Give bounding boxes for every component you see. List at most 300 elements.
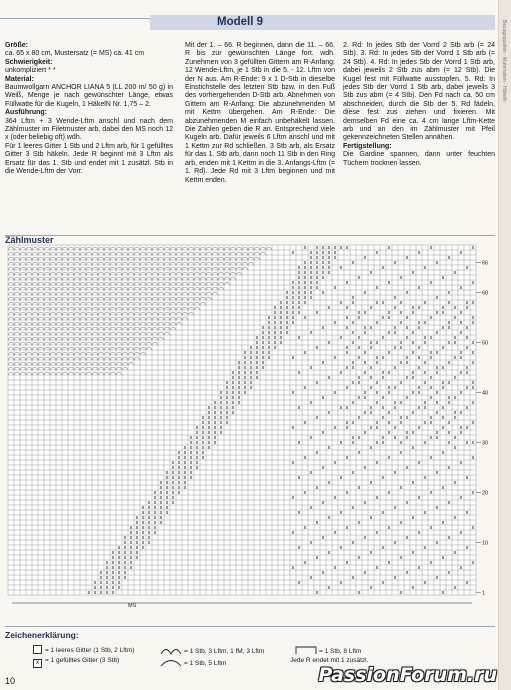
filled-cell-mark: x	[447, 320, 451, 327]
filled-cell-mark: x	[183, 480, 187, 487]
filled-cell-mark: x	[465, 365, 469, 372]
filled-cell-mark: x	[309, 290, 313, 297]
filled-cell-mark: x	[171, 470, 175, 477]
filled-cell-mark: x	[195, 465, 199, 472]
filled-cell-mark: x	[447, 440, 451, 447]
filled-cell-mark: x	[99, 590, 103, 597]
filled-cell-mark: x	[213, 410, 217, 417]
filled-cell-mark: x	[279, 340, 283, 347]
filled-cell-mark: x	[393, 330, 397, 337]
filled-cell-mark: x	[399, 300, 403, 307]
filled-cell-mark: x	[459, 350, 463, 357]
filled-cell-mark: x	[405, 435, 409, 442]
filled-cell-mark: x	[315, 275, 319, 282]
filled-cell-mark: x	[291, 460, 295, 467]
filled-cell-mark: x	[429, 375, 433, 382]
filled-cell-mark: x	[279, 325, 283, 332]
filled-cell-mark: x	[315, 485, 319, 492]
filled-cell-mark: x	[411, 370, 415, 377]
filled-cell-mark: x	[459, 370, 463, 377]
filled-cell-mark: x	[177, 480, 181, 487]
filled-cell-mark: x	[105, 580, 109, 587]
filled-cell-mark: x	[411, 585, 415, 592]
filled-cell-mark: x	[423, 420, 427, 427]
filled-cell-mark: x	[183, 450, 187, 457]
filled-cell-mark: x	[345, 280, 349, 287]
filled-cell-mark: x	[219, 405, 223, 412]
filled-cell-mark: x	[219, 415, 223, 422]
legend-label-empty: = 1 leeres Gitter (1 Stb, 2 Lftm)	[45, 647, 135, 654]
filled-cell-mark: x	[213, 425, 217, 432]
filled-cell-mark: x	[225, 385, 229, 392]
filled-cell-mark: x	[393, 435, 397, 442]
filled-cell-mark: x	[153, 525, 157, 532]
paragraph: Für 1 leeres Gitter 1 Stb und 2 Lftm arb, für 1 gefülltes Gitter 3 Stb häkeln. Jede R beginnt mit 3 Lftm als Ersatz für das 1. Stb und endet mit 1 zusätzl. Stb in die Wende-Lftm der Vorr.	[5, 142, 173, 176]
filled-cell-mark: x	[357, 375, 361, 382]
filled-cell-mark: x	[387, 390, 391, 397]
filled-cell-mark: x	[231, 385, 235, 392]
filled-cell-mark: x	[327, 480, 331, 487]
legend-item-empty	[33, 645, 134, 655]
filled-cell-mark: x	[327, 410, 331, 417]
filled-cell-mark: x	[441, 345, 445, 352]
filled-cell-mark: x	[399, 450, 403, 457]
filled-cell-mark: x	[405, 290, 409, 297]
filled-cell-mark: x	[129, 540, 133, 547]
filled-cell-mark: x	[465, 440, 469, 447]
filled-cell-mark: x	[333, 495, 337, 502]
filled-cell-mark: x	[315, 255, 319, 262]
paragraph: Die Gardine spannen, dann unter feuchten Tüchern trocknen lassen.	[343, 151, 495, 167]
filled-cell-mark: x	[387, 525, 391, 532]
row-number-label: 30	[482, 440, 489, 447]
filled-cell-mark: x	[117, 565, 121, 572]
filled-cell-mark: x	[393, 385, 397, 392]
filled-cell-mark: x	[117, 580, 121, 587]
filled-cell-mark: x	[93, 580, 97, 587]
filled-cell-mark: x	[249, 355, 253, 362]
banner-rule	[0, 18, 150, 19]
filled-cell-mark: x	[459, 330, 463, 337]
filled-cell-mark: x	[195, 425, 199, 432]
filled-cell-mark: x	[357, 435, 361, 442]
filled-cell-mark: x	[411, 305, 415, 312]
filled-cell-mark: x	[261, 345, 265, 352]
filled-cell-mark: x	[165, 495, 169, 502]
filled-cell-mark: x	[291, 425, 295, 432]
filled-cell-mark: x	[225, 405, 229, 412]
filled-cell-mark: x	[399, 360, 403, 367]
paragraph: unkompliziert * *	[5, 67, 56, 75]
filled-cell-mark: x	[249, 365, 253, 372]
filled-cell-mark: x	[453, 445, 457, 452]
filled-cell-mark: x	[411, 480, 415, 487]
filled-cell-mark: x	[375, 285, 379, 292]
filled-cell-mark: x	[303, 560, 307, 567]
legend-title: Zeichenerklärung:	[5, 630, 79, 640]
filled-cell-mark: x	[129, 555, 133, 562]
filled-cell-mark: x	[357, 275, 361, 282]
filled-cell-mark: x	[147, 530, 151, 537]
filled-cell-mark: x	[237, 400, 241, 407]
filled-cell-mark: x	[387, 560, 391, 567]
filled-cell-mark: x	[177, 470, 181, 477]
filled-cell-mark: x	[465, 545, 469, 552]
filled-cell-mark: x	[471, 380, 475, 387]
filled-cell-mark: x	[441, 450, 445, 457]
filled-cell-mark: x	[153, 510, 157, 517]
filled-cell-mark: x	[201, 450, 205, 457]
filled-cell-mark: x	[417, 285, 421, 292]
filled-cell-mark: x	[357, 415, 361, 422]
filled-cell-mark: x	[411, 550, 415, 557]
ms-label: MS	[128, 603, 137, 609]
filled-cell-mark: x	[375, 495, 379, 502]
filled-cell-mark: x	[231, 400, 235, 407]
filled-cell-mark: x	[471, 280, 475, 287]
filled-cell-mark: x	[123, 550, 127, 557]
filled-cell-mark: x	[159, 510, 163, 517]
filled-cell-mark: x	[441, 590, 445, 597]
filled-cell-mark: x	[393, 505, 397, 512]
filled-cell-mark: x	[297, 545, 301, 552]
filled-cell-mark: x	[441, 310, 445, 317]
filled-cell-mark: x	[441, 415, 445, 422]
filled-cell-mark: x	[147, 535, 151, 542]
filled-cell-mark: x	[123, 555, 127, 562]
filled-cell-mark: x	[393, 405, 397, 412]
filled-cell-mark: x	[387, 315, 391, 322]
filled-cell-mark: x	[453, 270, 457, 277]
filled-cell-mark: x	[447, 535, 451, 542]
filled-cell-mark: x	[303, 245, 307, 252]
filled-cell-mark: x	[171, 465, 175, 472]
filled-cell-mark: x	[381, 580, 385, 587]
filled-cell-mark: x	[291, 390, 295, 397]
filled-cell-mark: x	[369, 385, 373, 392]
filled-cell-mark: x	[177, 475, 181, 482]
filled-cell-mark: x	[117, 575, 121, 582]
filled-cell-mark: x	[297, 510, 301, 517]
bridge-icon	[295, 645, 317, 655]
filled-cell-mark: x	[435, 330, 439, 337]
filled-cell-mark: x	[195, 445, 199, 452]
filled-cell-mark: x	[417, 460, 421, 467]
filled-cell-mark: x	[351, 360, 355, 367]
filled-cell-mark: x	[369, 480, 373, 487]
filled-cell-mark: x	[411, 340, 415, 347]
filled-cell-mark: x	[357, 380, 361, 387]
filled-cell-mark: x	[105, 570, 109, 577]
filled-cell-mark: x	[423, 405, 427, 412]
filled-cell-mark: x	[465, 510, 469, 517]
filled-cell-mark: x	[381, 315, 385, 322]
filled-cell-mark: x	[255, 345, 259, 352]
filled-cell-mark: x	[441, 365, 445, 372]
filled-cell-mark: x	[315, 345, 319, 352]
filled-cell-mark: x	[333, 320, 337, 327]
filled-cell-mark: x	[393, 325, 397, 332]
filled-cell-mark: x	[231, 395, 235, 402]
filled-cell-mark: x	[261, 360, 265, 367]
filled-cell-mark: x	[291, 495, 295, 502]
filled-cell-mark: x	[279, 330, 283, 337]
filled-cell-mark: x	[255, 375, 259, 382]
filled-cell-mark: x	[279, 335, 283, 342]
filled-cell-mark: x	[423, 335, 427, 342]
filled-cell-mark: x	[465, 425, 469, 432]
filled-cell-mark: x	[291, 285, 295, 292]
filled-cell-mark: x	[285, 315, 289, 322]
filled-cell-mark: x	[375, 390, 379, 397]
filled-cell-mark: x	[147, 525, 151, 532]
filled-cell-mark: x	[159, 495, 163, 502]
filled-cell-mark: x	[273, 335, 277, 342]
legend-item-loop	[160, 645, 264, 656]
filled-cell-mark: x	[219, 420, 223, 427]
filled-cell-mark: x	[303, 420, 307, 427]
filled-cell-mark: x	[465, 345, 469, 352]
filled-cell-mark: x	[363, 255, 367, 262]
filled-cell-mark: x	[471, 300, 475, 307]
filled-cell-mark: x	[363, 360, 367, 367]
filled-cell-mark: x	[189, 460, 193, 467]
filled-cell-mark: x	[417, 405, 421, 412]
filled-cell-mark: x	[291, 320, 295, 327]
filled-cell-mark: x	[393, 400, 397, 407]
filled-cell-mark: x	[363, 410, 367, 417]
filled-cell-mark: x	[303, 315, 307, 322]
filled-cell-mark: x	[153, 505, 157, 512]
paragraph: ca. 65 x 80 cm, Mustersatz (= MS) ca. 41 cm	[5, 50, 145, 58]
filled-cell-mark: x	[357, 555, 361, 562]
filled-cell-mark: x	[369, 305, 373, 312]
filled-cell-mark: x	[291, 315, 295, 322]
filled-cell-mark: x	[303, 385, 307, 392]
filled-cell-mark: x	[399, 345, 403, 352]
filled-cell-mark: x	[351, 540, 355, 547]
filled-cell-mark: x	[471, 320, 475, 327]
filled-cell-mark: x	[171, 490, 175, 497]
filled-cell-mark: x	[141, 510, 145, 517]
filled-cell-mark: x	[201, 420, 205, 427]
filled-cell-mark: x	[339, 405, 343, 412]
filled-cell-mark: x	[189, 450, 193, 457]
filled-cell-mark: x	[285, 310, 289, 317]
filled-cell-mark: x	[243, 350, 247, 357]
filled-cell-mark: x	[189, 440, 193, 447]
instructions-column-2	[185, 42, 335, 185]
filled-cell-mark: x	[339, 510, 343, 517]
filled-cell-mark: x	[429, 395, 433, 402]
filled-cell-mark: x	[411, 310, 415, 317]
filled-cell-mark: x	[117, 545, 121, 552]
filled-cell-mark: x	[381, 355, 385, 362]
filled-cell-mark: x	[363, 395, 367, 402]
filled-cell-mark: x	[309, 365, 313, 372]
filled-cell-mark: x	[453, 340, 457, 347]
filled-cell-mark: x	[237, 395, 241, 402]
filled-cell-mark: x	[375, 400, 379, 407]
filled-cell-mark: x	[321, 250, 325, 257]
filled-cell-mark: x	[111, 580, 115, 587]
filled-cell-mark: x	[333, 530, 337, 537]
filled-cell-mark: x	[105, 560, 109, 567]
filled-cell-mark: x	[429, 560, 433, 567]
filled-cell-mark: x	[207, 440, 211, 447]
filled-cell-mark: x	[279, 320, 283, 327]
filled-cell-mark: x	[465, 300, 469, 307]
filled-cell-mark: x	[189, 455, 193, 462]
filled-cell-mark: x	[423, 545, 427, 552]
filled-cell-mark: x	[399, 415, 403, 422]
filled-cell-mark: x	[327, 260, 331, 267]
filled-cell-mark: x	[261, 325, 265, 332]
filled-cell-mark: x	[159, 500, 163, 507]
filled-cell-mark: x	[321, 270, 325, 277]
filled-cell-mark: x	[339, 580, 343, 587]
filled-cell-mark: x	[225, 380, 229, 387]
filled-cell-mark: x	[315, 310, 319, 317]
filled-cell-mark: x	[321, 275, 325, 282]
filled-cell-mark: x	[159, 485, 163, 492]
filled-cell-mark: x	[351, 435, 355, 442]
paragraph: 2. Rd: In jedes Stb der Vorrd 2 Stb arb (= 24 Stb). 3. Rd: In jedes Stb der Vorrd 1 Stb arb (= 24 Stb). 4. Rd: In jedes Stb der Vorrd 1 Stb arb, dabei jeweils 2 Stb zus abm (= 12 Stb). Die Kugel fest mit Füllwatte ausstopfen. 5. Rd: In jedes Stb der Vorrd 1 Stb arb, dabei jeweils 3 Stb zus abm (= 4 Stb). Den Fd nach ca. 50 cm abschneiden, durch die Stb der 5. Rd fädeln, diese fest zus ziehen und fixieren. Mit demselben Fd eine ca. 4 cm lange Lftm-Kette arb und an den im Zählmuster mit Pfeil gekennzeichneten Stellen annähen.	[343, 42, 495, 142]
filled-cell-mark: x	[447, 360, 451, 367]
filled-cell-mark: x	[387, 490, 391, 497]
filled-cell-mark: x	[285, 300, 289, 307]
filled-cell-mark: x	[417, 495, 421, 502]
filled-cell-mark: x	[141, 505, 145, 512]
filled-cell-mark: x	[177, 465, 181, 472]
filled-cell-mark: x	[315, 520, 319, 527]
filled-cell-mark: x	[447, 290, 451, 297]
filled-cell-mark: x	[423, 440, 427, 447]
filled-cell-mark: x	[219, 395, 223, 402]
filled-cell-mark: x	[471, 245, 475, 252]
filled-cell-mark: x	[351, 295, 355, 302]
filled-cell-mark: x	[303, 290, 307, 297]
filled-cell-mark: x	[423, 340, 427, 347]
filled-cell-mark: x	[129, 530, 133, 537]
filled-cell-mark: x	[405, 325, 409, 332]
filled-cell-mark: x	[237, 380, 241, 387]
filled-cell-mark: x	[297, 270, 301, 277]
filled-cell-mark: x	[327, 265, 331, 272]
filled-cell-mark: x	[297, 290, 301, 297]
filled-cell-mark: x	[267, 325, 271, 332]
filled-cell-mark: x	[405, 255, 409, 262]
filled-cell-mark: x	[171, 460, 175, 467]
filled-cell-mark: x	[465, 405, 469, 412]
filled-cell-mark: x	[219, 425, 223, 432]
filled-cell-mark: x	[279, 300, 283, 307]
filled-cell-mark: x	[267, 355, 271, 362]
filled-cell-mark: x	[297, 580, 301, 587]
filled-cell-mark: x	[471, 385, 475, 392]
filled-cell-mark: x	[219, 390, 223, 397]
filled-cell-mark: x	[195, 455, 199, 462]
filled-cell-mark: x	[417, 385, 421, 392]
section-heading: Schwierigkeit:	[5, 58, 53, 66]
filled-cell-mark: x	[345, 350, 349, 357]
filled-cell-mark: x	[225, 390, 229, 397]
filled-cell-mark: x	[441, 485, 445, 492]
filled-cell-mark: x	[333, 460, 337, 467]
filled-cell-mark: x	[297, 310, 301, 317]
filled-cell-mark: x	[339, 245, 343, 252]
filled-cell-mark: x	[207, 405, 211, 412]
filled-cell-mark: x	[237, 375, 241, 382]
filled-cell-mark: x	[249, 360, 253, 367]
filled-cell-mark: x	[321, 570, 325, 577]
section-heading: Material:	[5, 75, 34, 83]
filled-cell-mark: x	[315, 280, 319, 287]
filled-cell-mark: x	[471, 315, 475, 322]
filled-cell-mark: x	[465, 325, 469, 332]
filled-cell-mark: x	[393, 470, 397, 477]
filled-cell-mark: x	[393, 345, 397, 352]
filled-cell-mark: x	[231, 380, 235, 387]
filled-cell-mark: x	[387, 385, 391, 392]
filled-mesh-icon: x	[33, 659, 42, 668]
filled-cell-mark: x	[129, 545, 133, 552]
filled-cell-mark: x	[399, 555, 403, 562]
filled-cell-mark: x	[279, 305, 283, 312]
filled-cell-mark: x	[357, 310, 361, 317]
filled-cell-mark: x	[375, 340, 379, 347]
filled-cell-mark: x	[309, 400, 313, 407]
filled-cell-mark: x	[297, 370, 301, 377]
filled-cell-mark: x	[435, 435, 439, 442]
filled-cell-mark: x	[303, 295, 307, 302]
filled-cell-mark: x	[309, 280, 313, 287]
filled-cell-mark: x	[177, 450, 181, 457]
filled-cell-mark: x	[345, 245, 349, 252]
filled-cell-mark: x	[351, 320, 355, 327]
filled-cell-mark: x	[375, 355, 379, 362]
filled-cell-mark: x	[141, 520, 145, 527]
filled-cell-mark: x	[405, 315, 409, 322]
filled-cell-mark: x	[351, 300, 355, 307]
filled-cell-mark: x	[339, 440, 343, 447]
filled-cell-mark: x	[369, 425, 373, 432]
filled-cell-mark: x	[387, 280, 391, 287]
filled-cell-mark: x	[363, 310, 367, 317]
filled-cell-mark: x	[447, 340, 451, 347]
filled-cell-mark: x	[135, 555, 139, 562]
filled-cell-mark: x	[111, 575, 115, 582]
filled-cell-mark: x	[399, 320, 403, 327]
filled-cell-mark: x	[399, 520, 403, 527]
filled-cell-mark: x	[213, 440, 217, 447]
filled-cell-mark: x	[453, 305, 457, 312]
filled-cell-mark: x	[423, 510, 427, 517]
filled-cell-mark: x	[171, 485, 175, 492]
row-number-label: 50	[482, 340, 489, 347]
filled-cell-mark: x	[165, 475, 169, 482]
filled-cell-mark: x	[273, 315, 277, 322]
filled-cell-mark: x	[309, 270, 313, 277]
filled-cell-mark: x	[177, 460, 181, 467]
filled-cell-mark: x	[351, 575, 355, 582]
filled-cell-mark: x	[189, 470, 193, 477]
filled-cell-mark: x	[243, 385, 247, 392]
filled-cell-mark: x	[399, 400, 403, 407]
filled-cell-mark: x	[183, 475, 187, 482]
filled-cell-mark: x	[135, 525, 139, 532]
filled-cell-mark: x	[285, 305, 289, 312]
